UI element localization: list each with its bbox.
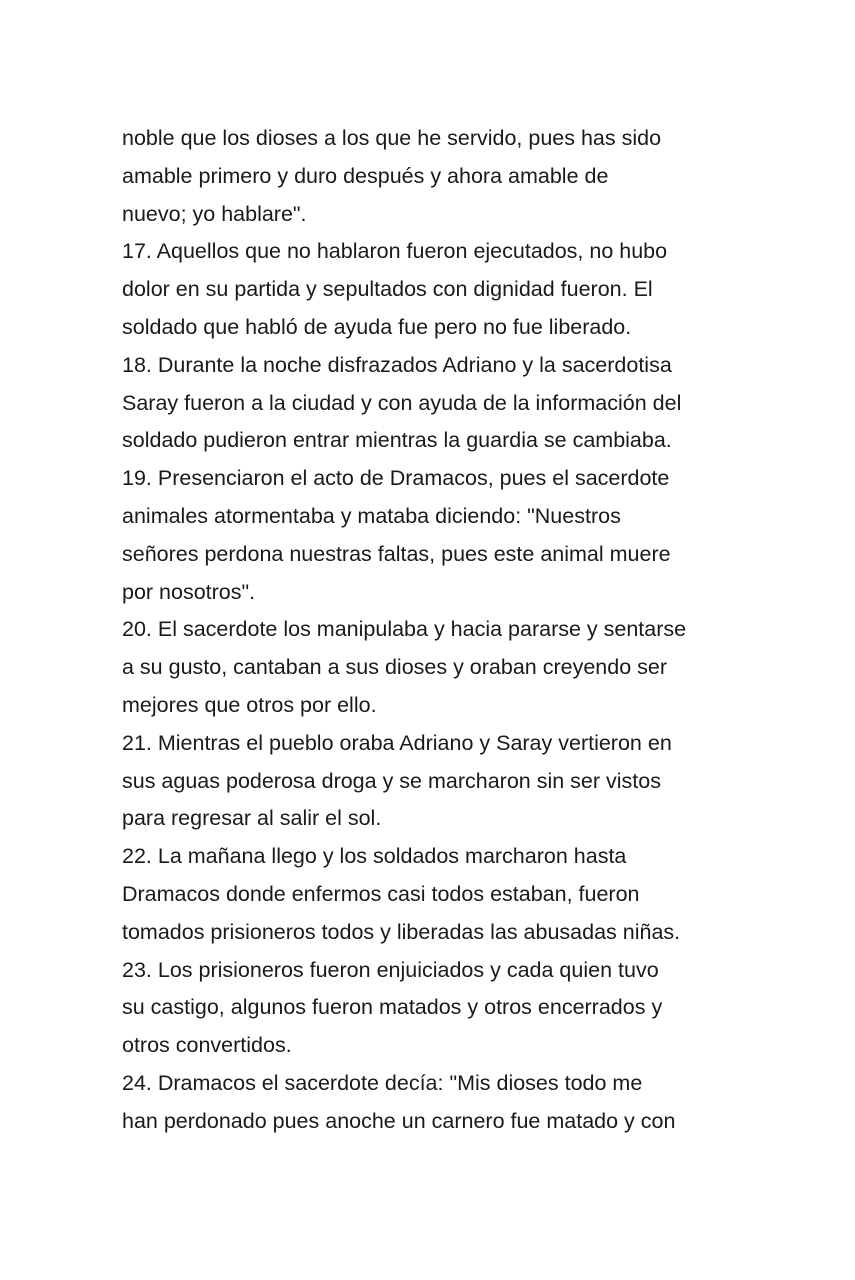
text-line: dolor en su partida y sepultados con dignidad fueron. El <box>122 277 653 302</box>
text-line: amable primero y duro después y ahora amable de <box>122 163 609 188</box>
body-text <box>122 120 742 1141</box>
text-line: 24. Dramacos el sacerdote decía: "Mis dioses todo me <box>122 1070 643 1095</box>
text-line: nuevo; yo hablare". <box>122 201 307 226</box>
text-line: señores perdona nuestras faltas, pues este animal muere <box>122 541 671 566</box>
text-line: 21. Mientras el pueblo oraba Adriano y Saray vertieron en <box>122 730 672 755</box>
text-line: Saray fueron a la ciudad y con ayuda de la información del <box>122 390 682 415</box>
text-line: para regresar al salir el sol. <box>122 806 382 831</box>
text-line: 22. La mañana llego y los soldados marcharon hasta <box>122 844 627 869</box>
text-line: su castigo, algunos fueron matados y otros encerrados y <box>122 995 663 1020</box>
text-line: 19. Presenciaron el acto de Dramacos, pues el sacerdote <box>122 466 670 491</box>
text-line: noble que los dioses a los que he servido, pues has sido <box>122 126 662 150</box>
text-line: animales atormentaba y mataba diciendo: "Nuestros <box>122 503 621 528</box>
text-line: otros convertidos. <box>122 1033 292 1058</box>
text-line: por nosotros". <box>122 579 256 604</box>
text-line: tomados prisioneros todos y liberadas las abusadas niñas. <box>122 919 681 944</box>
text-line: 20. El sacerdote los manipulaba y hacia pararse y sentarse <box>122 617 687 642</box>
text-line: 23. Los prisioneros fueron enjuiciados y cada quien tuvo <box>122 957 659 982</box>
text-line: soldado que habló de ayuda fue pero no fue liberado. <box>122 314 632 339</box>
text-line: mejores que otros por ello. <box>122 692 377 717</box>
text-line: Dramacos donde enfermos casi todos estaban, fueron <box>122 881 640 906</box>
text-line: soldado pudieron entrar mientras la guardia se cambiaba. <box>122 428 672 453</box>
text-line: sus aguas poderosa droga y se marcharon sin ser vistos <box>122 768 661 793</box>
text-line: 18. Durante la noche disfrazados Adriano y la sacerdotisa <box>122 352 672 377</box>
text-line: 17. Aquellos que no hablaron fueron ejecutados, no hubo <box>122 239 668 264</box>
text-line: a su gusto, cantaban a sus dioses y oraban creyendo ser <box>122 655 668 680</box>
text-line: han perdonado pues anoche un carnero fue matado y con <box>122 1108 676 1133</box>
